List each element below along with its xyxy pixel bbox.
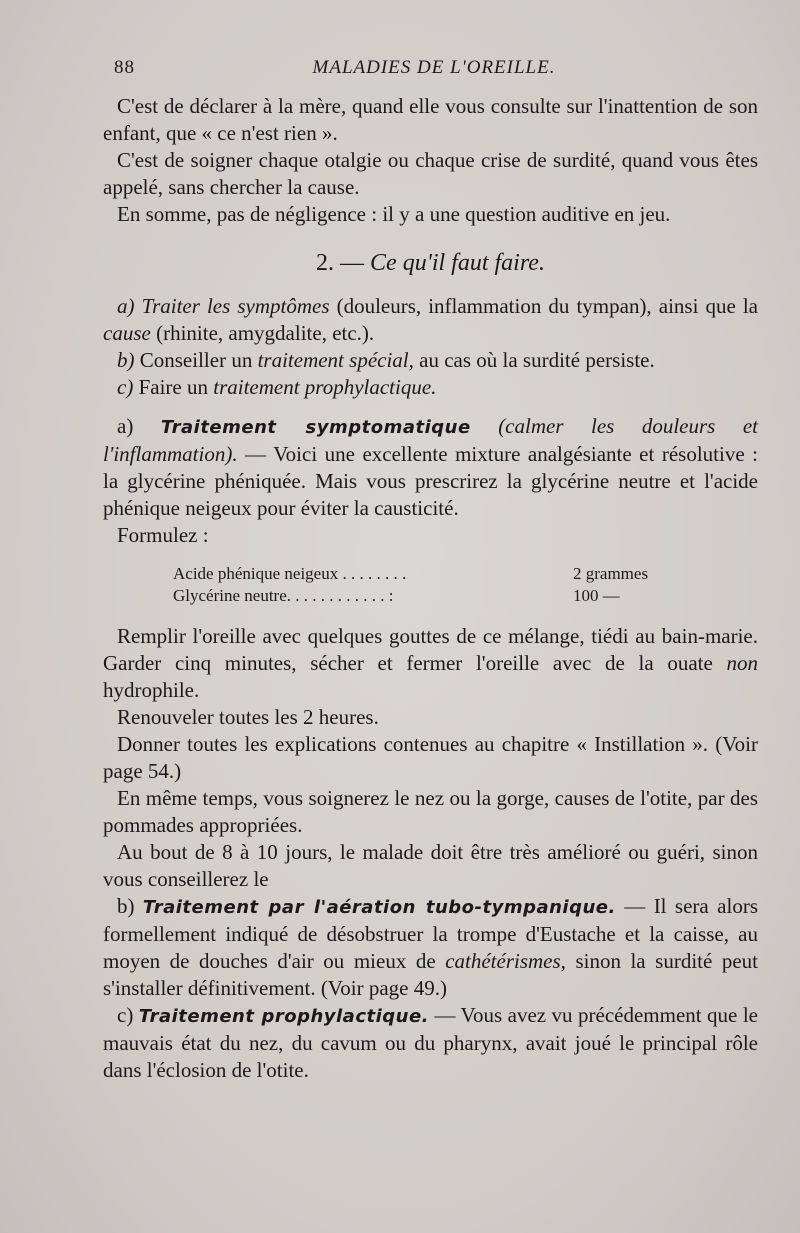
formula-row — [173, 563, 693, 585]
part-c-body: — Vous avez vu précédemment que le mauvais état du nez, du cavum ou du pharynx, avait joué le principal rôle dans l'éclosion de l'otite. — [103, 1003, 758, 1082]
list-marker-b: b) — [117, 348, 135, 372]
body-text — [103, 93, 758, 1084]
list-b-text: Conseiller un — [134, 348, 258, 372]
after-p1-text: Remplir l'oreille avec quelques gouttes de ce mélange, tiédi au bain-marie. Garder cinq minutes, sécher et fermer l'oreille avec de la ouate — [103, 624, 758, 675]
formulez-line: Formulez : — [117, 523, 209, 547]
after-paragraph-1 — [103, 623, 758, 704]
part-c-paragraph — [103, 1002, 758, 1084]
list-c-emphasis: traitement prophylactique. — [213, 375, 437, 399]
intro-paragraph-2: C'est de soigner chaque otalgie ou chaque crise de surdité, quand vous êtes appelé, sans chercher la cause. — [103, 148, 758, 199]
part-b-label: b) — [117, 894, 143, 918]
list-c-text: Faire un — [133, 375, 214, 399]
part-b-body: — Il sera alors formellement indiqué de désobstruer la trompe d'Eustache et la caisse, au moyen de douches d'air ou mieux de — [103, 894, 758, 973]
list-b-text-2: au cas où la surdité persiste. — [413, 348, 655, 372]
section-heading — [103, 250, 758, 277]
page-number: 88 — [114, 57, 135, 78]
formula-ingredient: Acide phénique neigeux . . . . . . . . — [173, 564, 407, 583]
after-paragraph-3: Donner toutes les explications contenues au chapitre « Instillation ». (Voir page 54.) — [103, 732, 758, 783]
list-b-emphasis: traitement spécial, — [257, 348, 414, 372]
list-a-emphasis: Traiter les symptômes — [141, 294, 330, 318]
part-b-emphasis: cathétérismes, — [445, 949, 566, 973]
after-p1-emphasis: non — [726, 651, 758, 675]
after-paragraph-2: Renouveler toutes les 2 heures. — [117, 705, 379, 729]
after-p1-text-2: hydrophile. — [103, 678, 200, 702]
after-paragraph-5: Au bout de 8 à 10 jours, le malade doit être très amélioré ou guéri, sinon vous conseillerez le — [103, 840, 758, 891]
part-a-heading: Traitement symptomatique — [160, 417, 471, 438]
intro-paragraph-3: En somme, pas de négligence : il y a une question auditive en jeu. — [117, 202, 671, 226]
after-paragraph-4: En même temps, vous soignerez le nez ou la gorge, causes de l'otite, par des pommades appropriées. — [103, 786, 758, 837]
list-a-emphasis-2: cause — [103, 321, 151, 345]
formula-ingredient: Glycérine neutre. . . . . . . . . . . . : — [173, 586, 394, 605]
part-a-subtitle: (calmer les douleurs et l'inflammation). — [103, 414, 758, 466]
part-c-label: c) — [117, 1003, 139, 1027]
part-a-label: a) — [117, 414, 161, 438]
section-number: 2. — — [316, 250, 365, 276]
formula-quantity: 100 — — [573, 586, 620, 605]
list-marker-c: c) — [117, 375, 134, 399]
part-a-paragraph — [103, 413, 758, 522]
running-header — [114, 57, 754, 85]
part-a-body: — Voici une excellente mixture analgésiante et résolutive : la glycérine phéniquée. Mais vous prescrirez la glycérine neutre et l'acide phénique neigeux pour éviter la causticité. — [103, 442, 758, 520]
list-marker-a: a) — [117, 294, 135, 318]
list-item-c — [103, 374, 758, 401]
part-b-heading: Traitement par l'aération tubo-tympanique. — [142, 897, 616, 918]
intro-paragraph-1: C'est de déclarer à la mère, quand elle vous consulte sur l'inattention de son enfant, que « ce n'est rien ». — [103, 94, 758, 145]
section-title: Ce qu'il faut faire. — [370, 250, 545, 276]
formula-quantity: 2 grammes — [573, 564, 649, 583]
formula-table — [173, 563, 693, 607]
list-item-b — [103, 347, 758, 374]
part-c-heading: Traitement prophylactique. — [138, 1006, 430, 1027]
part-b-body-2: sinon la surdité peut s'installer définitivement. (Voir page 49.) — [103, 949, 758, 1000]
formula-row — [173, 585, 693, 607]
running-title: MALADIES DE L'OREILLE. — [312, 57, 556, 78]
list-a-text-2: (rhinite, amygdalite, etc.). — [150, 321, 375, 345]
list-item-a — [103, 293, 758, 347]
list-a-text: (douleurs, inflammation du tympan), ainsi que la — [329, 294, 758, 318]
part-b-paragraph — [103, 893, 758, 1002]
